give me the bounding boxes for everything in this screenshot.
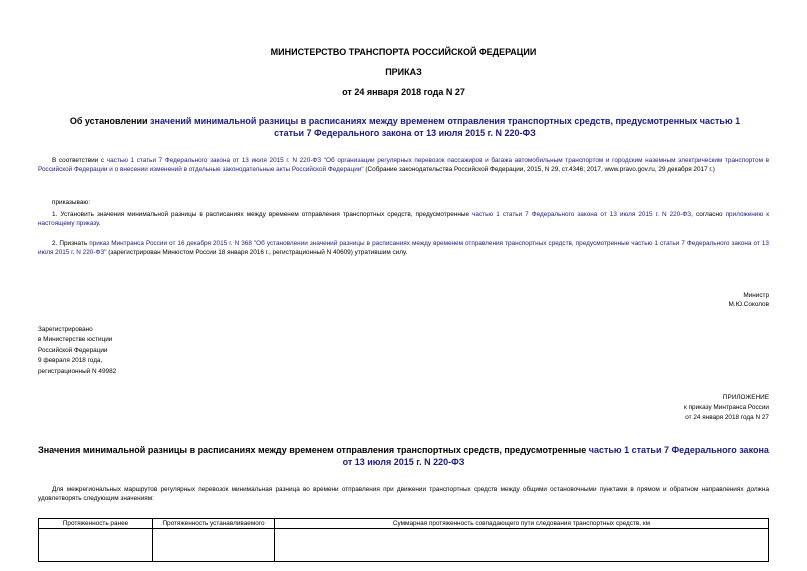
table-header-cell: Протяженность ранее xyxy=(39,519,153,529)
table-cell xyxy=(275,529,769,562)
signature-name: М.Ю.Соколов xyxy=(728,301,769,309)
document-title xyxy=(60,115,750,139)
values-table xyxy=(38,518,769,562)
ministry-heading: МИНИСТЕРСТВО ТРАНСПОРТА РОССИЙСКОЙ ФЕДЕРАЦИИ xyxy=(270,47,537,57)
item1-text-2: , согласно xyxy=(691,211,726,218)
doc-date: от 24 января 2018 года N 27 xyxy=(342,87,465,97)
item2-text-2: (зарегистрирован Минюстом России 18 января 2016 г., регистрационный N 40609) утратившим силу. xyxy=(106,249,408,257)
appendix-header xyxy=(560,393,769,423)
law-link[interactable]: частью 1 статьи 7 Федерального закона от 13 июля 2015 г. N 220-ФЗ "Об организации регулярных перевозок пассажиров и багажа автомобильным транспортом и городским наземным электрическим транспортом в Российской Федерации и о внесении изменений в отдельные законодательные акты Российской Федерации" xyxy=(38,157,770,174)
appendix-title-link[interactable]: частью 1 статьи 7 Федерального закона от 13 июля 2015 г. N 220-ФЗ xyxy=(342,445,769,467)
registration-line: Зарегистрировано xyxy=(38,326,93,333)
registration-line: регистрационный N 49982 xyxy=(38,367,117,375)
registration-line: 9 февраля 2018 года, xyxy=(38,357,103,365)
preamble-text-2: (Собрание законодательства Российской Федерации, 2015, N 29, ст.4346; 2017, www.pravo.gov.ru, 29 декабря 2017 г.) xyxy=(363,166,715,174)
appendix-link[interactable]: приложению к настоящему приказу xyxy=(38,211,769,228)
table-cell xyxy=(39,529,153,562)
item1-text-1: 1. Установить значения минимальной разницы в расписаниях между временем отправления транспортных средств, предусмотренные xyxy=(52,211,473,218)
order-item-1 xyxy=(38,210,769,229)
doc-type-heading: ПРИКАЗ xyxy=(385,67,422,77)
preamble-text-1: В соответствии с xyxy=(52,157,107,164)
item1-text-3: . xyxy=(98,220,101,228)
table-row xyxy=(39,529,769,562)
table-cell xyxy=(153,529,275,562)
order-word: приказываю: xyxy=(52,199,90,206)
previous-order-link[interactable]: приказ Минтранса России от 16 декабря 2015 г. N 368 "Об установлении значений разницы в расписаниях между временем отправления транспортных средств, предусмотренные частью 1 статьи 7 Федерального закона от 13 июля 2015 г. N 220-ФЗ" xyxy=(38,240,769,257)
appendix-ref-date: от 24 января 2018 года N 27 xyxy=(685,413,769,421)
title-link[interactable]: значений минимальной разницы в расписаниях между временем отправления транспортных средств, предусмотренных частью 1 статьи 7 Федерального закона от 13 июля 2015 г. N 220-ФЗ xyxy=(150,116,741,139)
title-prefix: Об установлении xyxy=(69,116,151,126)
appendix-ref-order: к приказу Минтранса России xyxy=(684,403,769,411)
registration-line: Российской Федерации xyxy=(38,346,108,354)
item1-law-link[interactable]: частью 1 статьи 7 Федерального закона от 13 июля 2015 г. N 220-ФЗ xyxy=(472,211,692,218)
item2-text-1: 2. Признать xyxy=(52,240,90,247)
registration-block xyxy=(38,325,116,377)
table-header-row xyxy=(39,519,769,529)
appendix-title xyxy=(38,445,769,468)
order-item-2 xyxy=(38,239,769,258)
table-header-cell: Суммарная протяженность совпадающего пути следования транспортных средств, км xyxy=(275,519,769,529)
table-header-cell: Протяженность устанавливаемого xyxy=(153,519,275,529)
preamble-paragraph xyxy=(38,156,769,175)
appendix-title-text: Значения минимальной разницы в расписаниях между временем отправления транспортных средств, предусмотренные xyxy=(38,445,589,455)
registration-line: в Министерстве юстиции xyxy=(38,336,113,344)
appendix-label: ПРИЛОЖЕНИЕ xyxy=(722,394,769,401)
signature-position: Министр xyxy=(743,292,769,299)
appendix-intro: Для межрегиональных маршрутов регулярных перевозок минимальная разница во времени отправления при движении транспортных средств между общими остановочными пунктами в прямом и обратном направлениях должна удовлетворять следующим значениям: xyxy=(38,486,769,503)
signature-block xyxy=(560,291,769,310)
